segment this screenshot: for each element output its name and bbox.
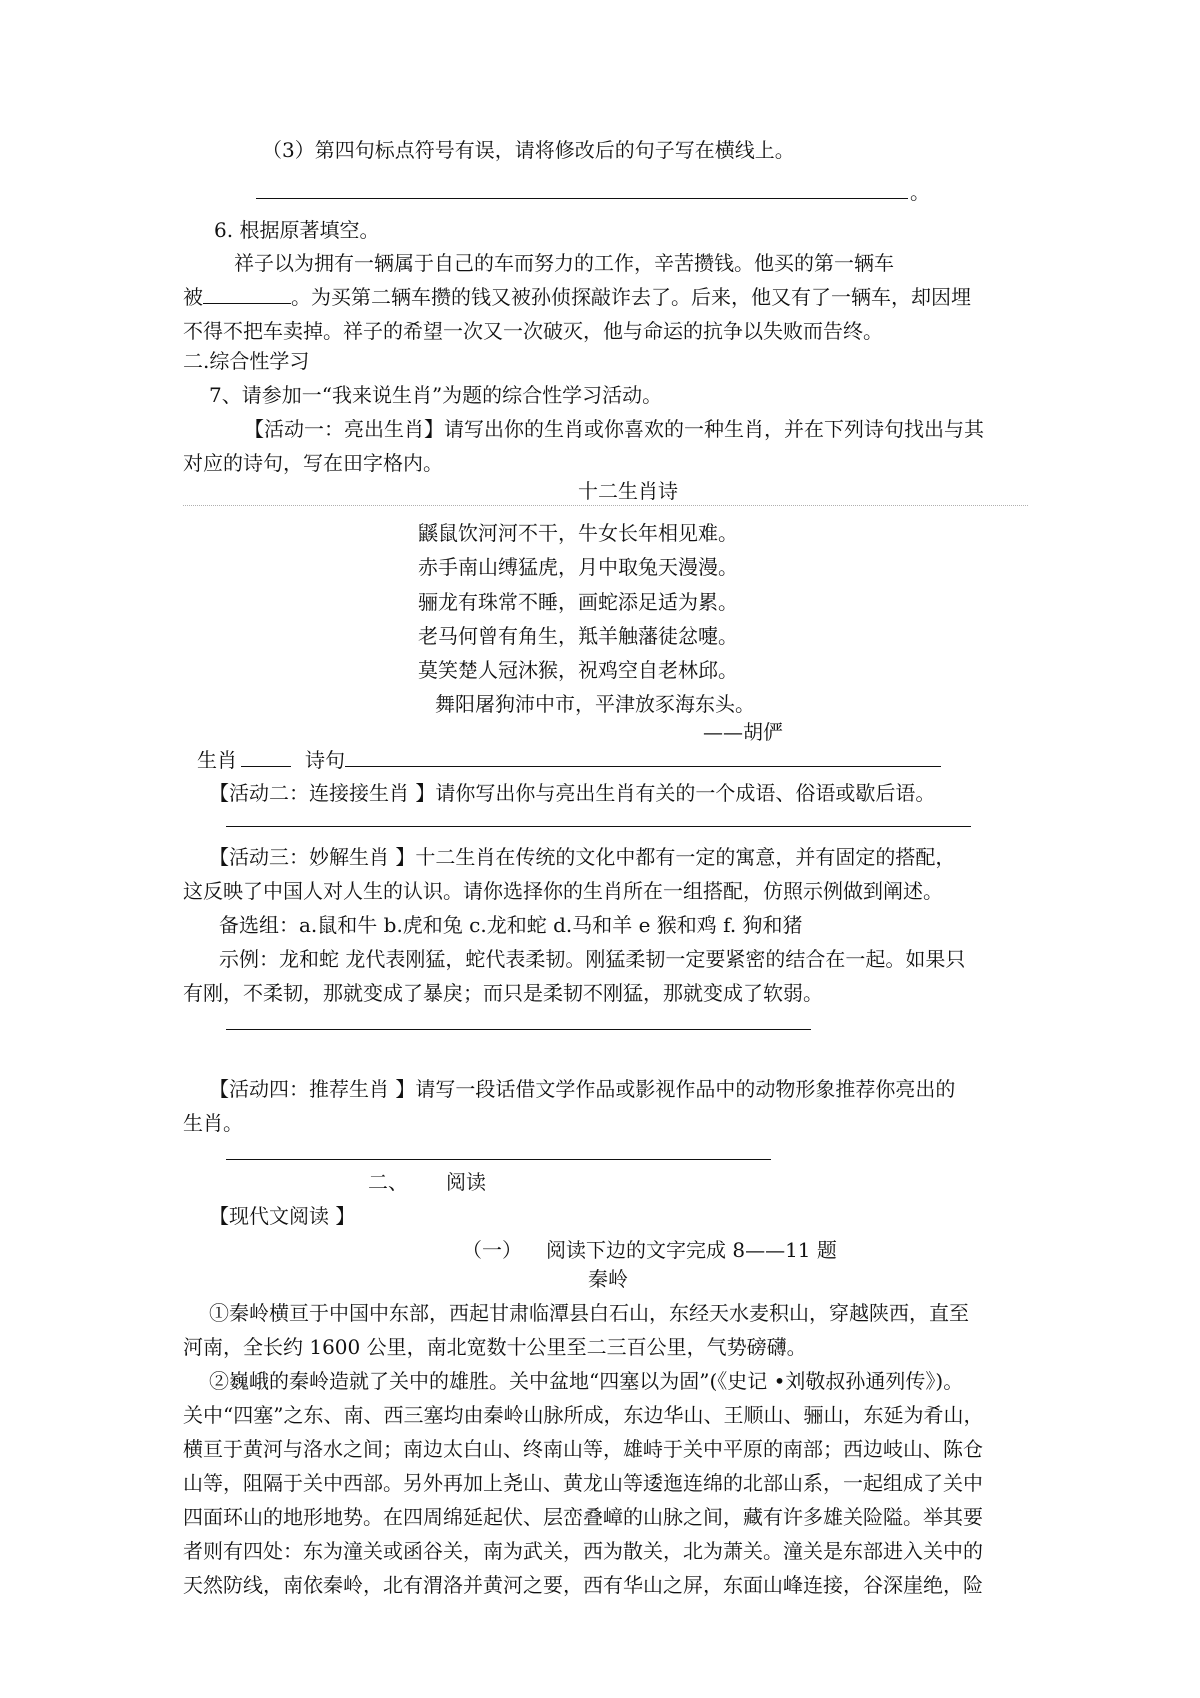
section-2-title: 二.综合性学习 <box>183 349 310 373</box>
answer-line-activity-3[interactable] <box>226 1029 811 1030</box>
question-5-3: （3）第四句标点符号有误，请将修改后的句子写在横线上。 <box>262 138 795 162</box>
section-3-title <box>368 1168 486 1196</box>
poem-line-5: 莫笑楚人冠沐猴，祝鸡空自老林邱。 <box>418 658 738 682</box>
activity-1-line-1: 【活动一：亮出生肖】请写出你的生肖或你喜欢的一种生肖，并在下列诗句找出与其 <box>244 417 984 441</box>
answer-line-activity-4[interactable] <box>226 1159 771 1160</box>
activity-4-line-2: 生肖。 <box>183 1111 243 1135</box>
poem-author: ——胡俨 <box>703 720 783 744</box>
poem-title: 十二生肖诗 <box>578 479 678 503</box>
example-line-1: 示例：龙和蛇 龙代表刚猛，蛇代表柔韧。刚猛柔韧一定要紧密的结合在一起。如果只 <box>219 947 966 971</box>
poem-line-1: 鼷鼠饮河河不干，牛女长年相见难。 <box>418 521 738 545</box>
reading-part-number: （一） <box>462 1238 522 1262</box>
paragraph-1-line-2: 河南，全长约 1600 公里，南北宽数十公里至二三百公里，气势磅礴。 <box>183 1335 807 1359</box>
example-line-2: 有刚，不柔韧，那就变成了暴戾；而只是柔韧不刚猛，那就变成了软弱。 <box>183 981 823 1005</box>
poem-line-2: 赤手南山缚猛虎，月中取兔天漫漫。 <box>418 555 738 579</box>
question-6-line-2 <box>183 283 971 311</box>
dotted-divider <box>183 505 1028 506</box>
poem-line-6: 舞阳屠狗沛中市，平津放豕海东头。 <box>435 692 755 716</box>
question-6-line-3: 不得不把车卖掉。祥子的希望一次又一次破灭，他与命运的抗争以失败而告终。 <box>183 319 883 343</box>
article-title: 秦岭 <box>588 1267 628 1291</box>
question-6-line-2-post: 。为买第二辆车攒的钱又被孙侦探敲诈去了。后来，他又有了一辆车，却因埋 <box>291 285 971 309</box>
poem-line-3: 骊龙有珠常不睡，画蛇添足适为累。 <box>418 590 738 614</box>
paragraph-2-line-6: 者则有四处：东为潼关或函谷关，南为武关，西为散关，北为萧关。潼关是东部进入关中的 <box>183 1539 983 1563</box>
reading-part-title: 阅读下边的文字完成 8——11 题 <box>546 1238 837 1262</box>
activity-1-line-2: 对应的诗句，写在田字格内。 <box>183 451 443 475</box>
zodiac-label: 生肖 <box>197 748 237 772</box>
poem-line-4: 老马何曾有角生，羝羊触藩徒忿嚏。 <box>418 624 738 648</box>
options-line: 备选组：a.鼠和牛 b.虎和兔 c.龙和蛇 d.马和羊 e 猴和鸡 f. 狗和猪 <box>219 913 803 937</box>
section-3-number: 二、 <box>368 1170 408 1194</box>
question-6-line-1: 祥子以为拥有一辆属于自己的车而努力的工作，辛苦攒钱。他买的第一辆车 <box>234 251 894 275</box>
verse-label: 诗句 <box>305 748 345 772</box>
paragraph-2-line-2: 关中“四塞”之东、南、西三塞均由秦岭山脉所成，东边华山、王顺山、骊山，东延为肴山， <box>183 1403 984 1427</box>
paragraph-2-line-7: 天然防线，南依秦岭，北有渭洛并黄河之要，西有华山之屏，东面山峰连接，谷深崖绝，险 <box>183 1573 983 1597</box>
answer-line-period: 。 <box>910 180 930 204</box>
zodiac-blank[interactable] <box>241 748 291 767</box>
activity-4-line-1: 【活动四：推荐生肖 】请写一段话借文学作品或影视作品中的动物形象推荐你亮出的 <box>209 1077 956 1101</box>
paragraph-2-line-3: 横亘于黄河与洛水之间；南边太白山、终南山等，雄峙于关中平原的南部；西边岐山、陈仓 <box>183 1437 983 1461</box>
activity-2: 【活动二：连接接生肖 】请你写出你与亮出生肖有关的一个成语、俗语或歇后语。 <box>209 781 936 805</box>
activity-3-line-2: 这反映了中国人对人生的认识。请你选择你的生肖所在一组搭配，仿照示例做到阐述。 <box>183 879 943 903</box>
verse-blank[interactable] <box>345 748 941 767</box>
question-7-intro: 7、请参加一“我来说生肖”为题的综合性学习活动。 <box>209 383 663 407</box>
question-6-title: 6. 根据原著填空。 <box>214 218 380 242</box>
question-6-line-2-pre: 被 <box>183 285 203 309</box>
paragraph-2-line-4: 山等，阻隔于关中西部。另外再加上尧山、黄龙山等逶迤连绵的北部山系，一起组成了关中 <box>183 1471 983 1495</box>
modern-reading-label: 【现代文阅读 】 <box>209 1204 356 1228</box>
paragraph-2-line-5: 四面环山的地形地势。在四周绵延起伏、层峦叠嶂的山脉之间，藏有许多雄关险隘。举其要 <box>183 1505 983 1529</box>
fill-blank-6[interactable] <box>203 285 291 304</box>
activity-3-line-1: 【活动三：妙解生肖 】十二生肖在传统的文化中都有一定的寓意，并有固定的搭配， <box>209 845 956 869</box>
zodiac-answer-row <box>197 746 941 774</box>
section-3-label: 阅读 <box>446 1170 486 1194</box>
paragraph-2-line-1: ②巍峨的秦岭造就了关中的雄胜。关中盆地“四塞以为固”(《史记 •刘敬叔孙通列传》)。 <box>209 1369 964 1393</box>
paragraph-1-line-1: ①秦岭横亘于中国中东部，西起甘肃临潭县白石山，东经天水麦积山，穿越陕西，直至 <box>209 1301 969 1325</box>
reading-part-heading <box>462 1236 837 1264</box>
answer-line-activity-2[interactable] <box>226 826 971 827</box>
answer-line-5-3 <box>256 198 908 199</box>
